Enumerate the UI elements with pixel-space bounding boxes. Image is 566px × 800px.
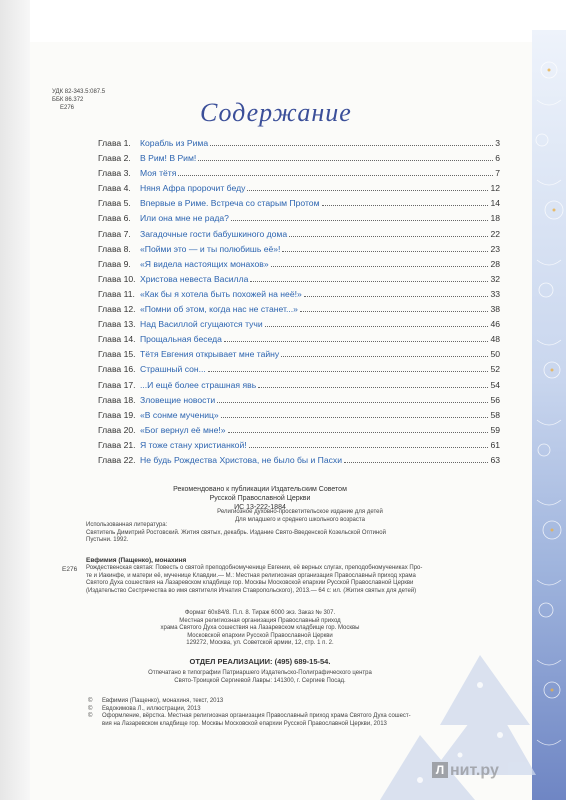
watermark-logo-icon: Л [432,762,448,778]
chapter-title: «Помни об этом, когда нас не станет...» [140,304,298,315]
chapter-label: Глава 6. [98,213,131,224]
chapter-title: Зловещие новости [140,394,216,405]
imprint-line-1: Формат 60x84/8. П.л. 8. Тираж 6000 экз. Заказ № 307. [184,610,336,616]
chapter-title: Над Василлой сгущаются тучи [140,319,263,330]
toc-row [98,364,500,379]
copyright-symbol: © [88,698,93,704]
chapter-label: Глава 18. [98,394,136,405]
chapter-page-number: 7 [495,168,500,179]
toc-row [98,274,500,289]
copyright-text: Евдокимова Л., иллюстрации, 2013 [102,705,201,712]
watermark-text: нит.ру [450,762,499,779]
chapter-page-number: 58 [490,409,500,420]
imprint-line-2: Местная религиозная организация Православный приход [179,617,341,624]
toc-row [98,380,500,395]
chapter-label: Глава 4. [98,183,131,194]
approval-line-1: Рекомендовано к публикации Издательским Советом [173,486,347,493]
toc-row [98,440,500,455]
chapter-page-number: 23 [490,243,500,254]
dot-leader [322,205,489,206]
chapter-title: «В сонме мучениц» [140,409,219,420]
imprint-line-5: 129272, Москва, ул. Советской армии, 12, стр. 1 п. 2. [186,640,334,646]
chapter-title: Моя тётя [140,168,177,179]
bbk-code: ББК 86.372 [52,97,84,103]
copyright-text: Оформление, вёрстка. Местная религиозная организация Православный приход храма Святого Духа сошест- [102,713,411,719]
chapter-page-number: 22 [490,228,500,239]
chapter-label: Глава 21. [98,439,136,450]
sales-department: ОТДЕЛ РЕАЛИЗАЦИИ: (495) 689-15-54. [189,657,331,666]
literature-line-2: Пустыни. 1992. [86,537,129,543]
chapter-page-number: 46 [490,319,500,330]
toc-row [98,395,500,410]
dot-leader [249,447,489,448]
dot-leader [208,371,489,372]
dot-leader [271,266,489,267]
copyright-row [88,713,488,721]
printer-line-1: Отпечатано в типографии Патриаршего Издательско-Полиграфического центра [148,670,372,676]
chapter-title: Христова невеста Василла [140,273,249,284]
printer-line-2: Свято-Троицкой Сергиевой Лавры: 141300, г. Сергиев Посад. [174,677,346,684]
chapter-title: «Пойми это — и ты полюбишь её»! [140,243,281,254]
chapter-page-number: 6 [495,153,500,164]
dot-leader [289,236,488,237]
chapter-label: Глава 5. [98,198,131,209]
approval-line-3: ИС 13-222-1884 [234,504,286,511]
toc-row [98,410,500,425]
chapter-title: «Бог вернул её мне!» [140,424,226,435]
dot-leader [228,432,489,433]
edition-line-2: Для младшего и среднего школьного возраста [235,516,365,523]
edition-line-1: Религиозное духовно-просветительское издание для детей [217,509,383,515]
toc-row [98,334,500,349]
book-description-4: (Издательство Сестричества во имя святителя Игнатия Ставропольского), 2013.— 64 с: ил. (Жития святых для детей) [86,587,417,594]
chapter-page-number: 32 [490,273,500,284]
toc-row [98,259,500,274]
toc-row [98,229,500,244]
chapter-page-number: 38 [490,304,500,315]
chapter-title: Я тоже стану христианкой! [140,439,247,450]
copyright-row [88,706,488,714]
chapter-label: Глава 10. [98,273,136,284]
chapter-title: «Как бы я хотела быть похожей на неё!» [140,288,302,299]
dot-leader [281,356,488,357]
chapter-label: Глава 11. [98,288,135,299]
chapter-page-number: 14 [490,198,500,209]
imprint-block [80,610,440,648]
copyright-row [88,698,488,706]
toc-row [98,153,500,168]
dot-leader [221,417,489,418]
chapter-title: Не будь Рождества Христова, не было бы и Пасхи [140,454,343,465]
chapter-label: Глава 1. [98,138,131,148]
chapter-label: Глава 8. [98,243,131,254]
chapter-title: Страшный сон... [140,364,206,375]
dot-leader [282,251,488,252]
chapter-title: ...И ещё более страшная явь [140,379,257,390]
book-description-1: Рождественская святая: Повесть о святой преподобномученице Евгении, её верных слугах, преподобномучениках Про- [86,565,423,571]
toc-row [98,244,500,259]
toc-row [98,304,500,319]
toc-row [98,183,500,198]
toc-row [98,198,500,213]
chapter-title: Тётя Евгения открывает мне тайну [140,349,280,360]
toc-row [98,168,500,183]
copyright-symbol: © [88,705,93,712]
literature-block [86,522,466,545]
dot-leader [178,175,493,176]
chapter-title: В Рим! В Рим! [140,153,197,164]
chapter-page-number: 28 [490,258,500,269]
chapter-page-number: 33 [490,288,500,299]
ornamental-border [532,30,566,800]
copyright-row [88,721,488,729]
copyright-text: вия на Лазаревском кладбище гор. Москвы Московской епархии Русской Православной Церкви, 2013 [102,720,387,727]
udk-code: УДК 82-343.5:087.5 [52,89,106,95]
dot-leader [224,341,489,342]
chapter-label: Глава 22. [98,454,136,465]
catalog-code-side: Е276 [62,566,78,573]
toc-row [98,289,500,304]
chapter-page-number: 56 [490,394,500,405]
author-block [86,556,482,595]
chapter-title: Няня Афра пророчит беду [140,183,246,194]
author-name: Евфимия (Пащенко), монахиня [86,557,187,564]
copyright-symbol [88,721,102,729]
chapter-page-number: 63 [490,454,500,465]
book-description-3: Святого Духа сошествия на Лазаревском кладбище гор. Москвы Московской епархии Русской Православной Церкви [86,580,414,586]
toc-row [98,425,500,440]
dot-leader [258,387,488,388]
page-title: Содержание [200,98,352,127]
dot-leader [198,160,493,161]
chapter-title: Корабль из Рима [140,138,209,148]
dot-leader [344,462,488,463]
table-of-contents [98,138,500,470]
chapter-label: Глава 12. [98,304,136,315]
site-watermark [432,762,499,780]
dot-leader [210,145,493,146]
chapter-page-number: 12 [490,183,500,194]
chapter-page-number: 52 [490,364,500,375]
chapter-label: Глава 15. [98,349,136,360]
dot-leader [300,311,489,312]
chapter-page-number: 50 [490,349,500,360]
toc-row [98,213,500,228]
chapter-page-number: 3 [495,138,500,148]
copyright-symbol: © [88,713,93,719]
literature-line-1: Святитель Димитрий Ростовский. Жития святых, декабрь. Издание Свято-Введенской Козельской Оптиной [86,529,386,536]
dot-leader [217,402,488,403]
dot-leader [265,326,489,327]
chapter-title: Прощальная беседа [140,334,222,345]
chapter-label: Глава 16. [98,364,136,375]
chapter-title: «Я видела настоящих монахов» [140,258,269,269]
literature-heading: Использованная литература: [86,522,168,528]
catalog-code: Е276 [60,105,75,111]
chapter-page-number: 59 [490,424,500,435]
chapter-page-number: 61 [490,439,500,450]
chapter-label: Глава 3. [98,168,131,179]
dot-leader [247,190,488,191]
toc-row [98,455,500,470]
page-left-edge [0,0,30,800]
chapter-label: Глава 17. [98,379,136,390]
chapter-label: Глава 19. [98,409,136,420]
chapter-label: Глава 9. [98,258,131,269]
chapter-title: Впервые в Риме. Встреча со старым Протом [140,198,320,209]
chapter-label: Глава 7. [98,228,131,239]
toc-row [98,138,500,153]
approval-block [80,485,440,512]
toc-row [98,319,500,334]
chapter-label: Глава 2. [98,153,131,164]
chapter-label: Глава 14. [98,334,136,345]
chapter-title: Или она мне не рада? [140,213,229,224]
dot-leader [250,281,488,282]
dot-leader [231,220,488,221]
chapter-page-number: 48 [490,334,500,345]
chapter-label: Глава 13. [98,319,136,330]
approval-line-2: Русской Православной Церкви [209,495,311,502]
chapter-label: Глава 20. [98,424,136,435]
chapter-page-number: 18 [490,213,500,224]
chapter-page-number: 54 [490,379,500,390]
printer-block [80,670,440,685]
toc-row [98,349,500,364]
copyright-block [88,698,488,728]
copyright-text: Евфимия (Пащенко), монахиня, текст, 2013 [102,698,224,704]
imprint-line-3: храма Святого Духа сошествия на Лазаревском кладбище гор. Москвы [160,625,360,631]
imprint-line-4: Московской епархии Русской Православной Церкви [187,632,333,639]
chapter-title: Загадочные гости бабушкиного дома [140,228,288,239]
book-description-2: те и Иакинфе, и матери её, мученице Клавдии.— М.: Местная религиозная организация Православный приход храма [86,572,416,579]
dot-leader [304,296,489,297]
